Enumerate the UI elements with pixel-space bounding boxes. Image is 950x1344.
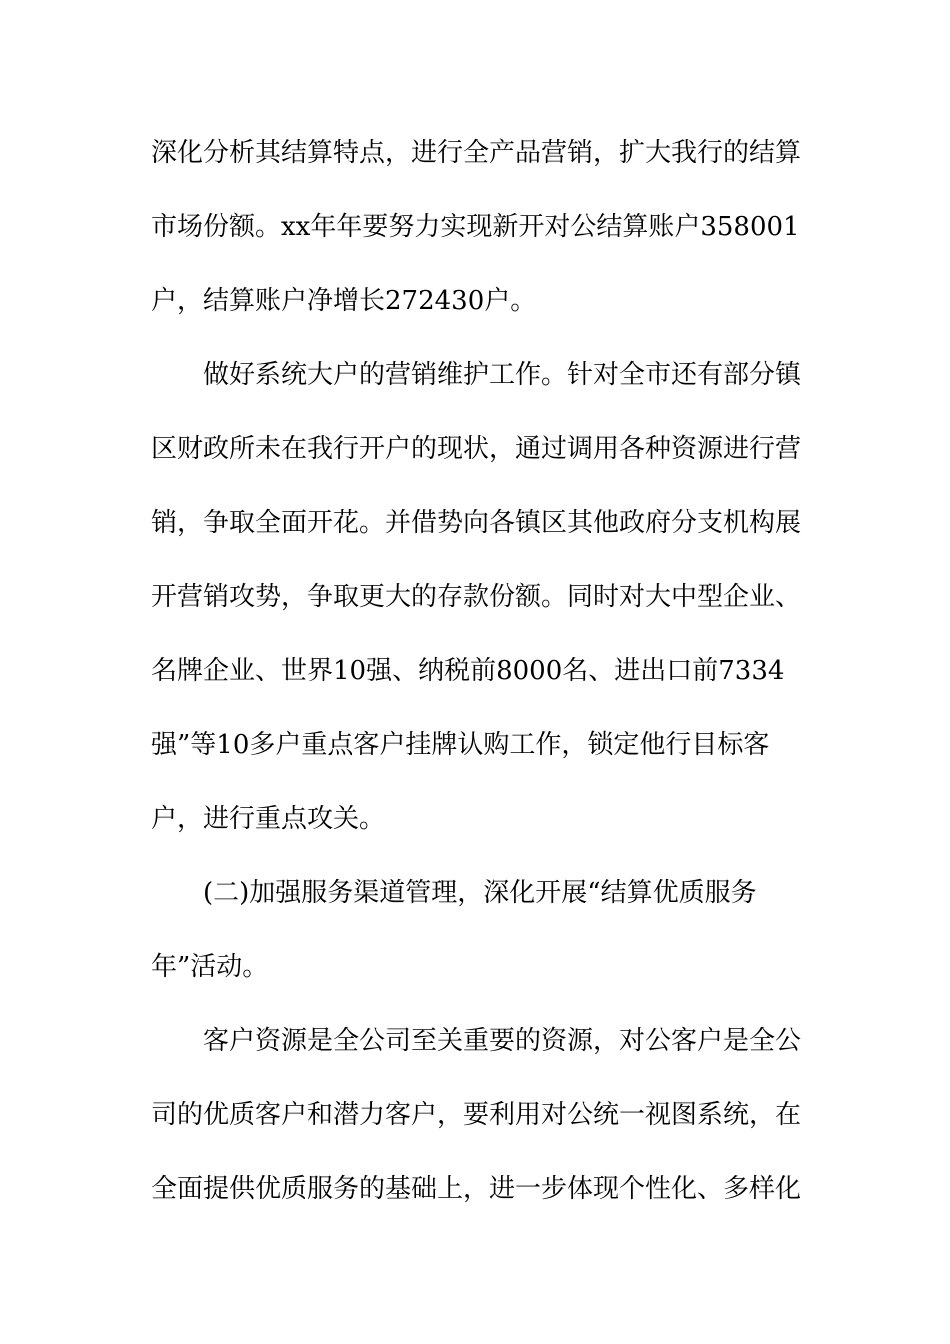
text-line: 名牌企业、世界10强、纳税前8000名、进出口前7334 (151, 656, 785, 686)
paragraph-first-line: 做好系统大户的营销维护工作。针对全市还有部分镇 (203, 360, 802, 390)
text-line: 市场份额。xx年年要努力实现新开对公结算账户358001 (151, 212, 800, 242)
text-line: 户，进行重点攻关。 (151, 804, 386, 834)
paragraph-first-line: 客户资源是全公司至关重要的资源，对公客户是全公 (203, 1026, 802, 1056)
text-line: 全面提供优质服务的基础上，进一步体现个性化、多样化 (151, 1174, 802, 1204)
text-line: 司的优质客户和潜力客户，要利用对公统一视图系统，在 (151, 1100, 802, 1130)
text-line: 深化分析其结算特点，进行全产品营销，扩大我行的结算 (151, 138, 802, 168)
section-heading-continuation: 年”活动。 (151, 952, 269, 982)
section-heading: (二)加强服务渠道管理，深化开展“结算优质服务 (203, 878, 757, 908)
text-line: 户，结算账户净增长272430户。 (151, 286, 537, 316)
text-line: 开营销攻势，争取更大的存款份额。同时对大中型企业、 (151, 582, 802, 612)
text-line: 强”等10多户重点客户挂牌认购工作，锁定他行目标客 (151, 730, 770, 760)
body-text (151, 126, 801, 1236)
text-line: 区财政所未在我行开户的现状，通过调用各种资源进行营 (151, 434, 802, 464)
text-line: 销，争取全面开花。并借势向各镇区其他政府分支机构展 (151, 508, 802, 538)
